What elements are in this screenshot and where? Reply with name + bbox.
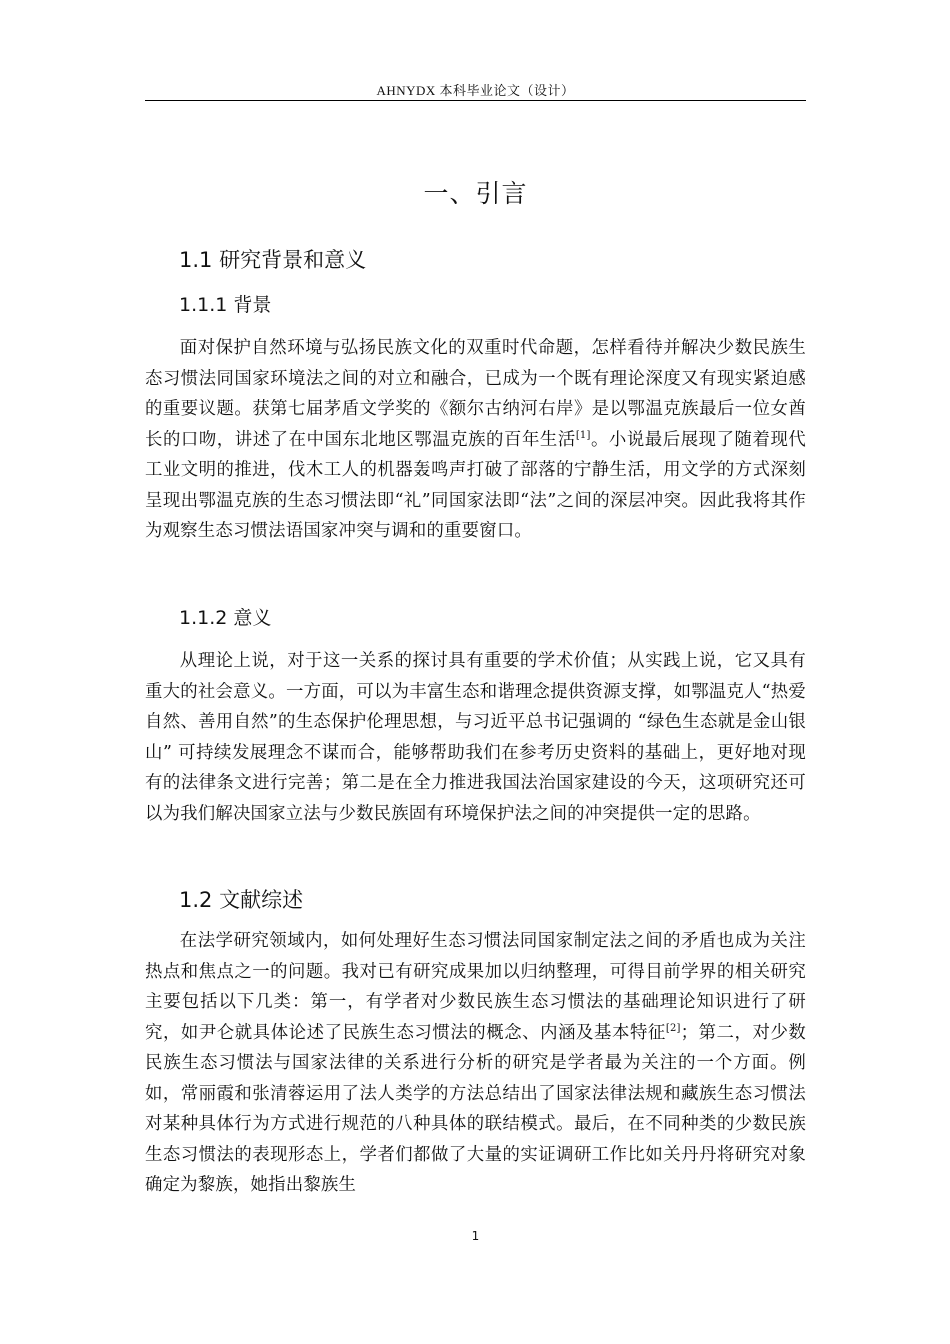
- chapter-title: 一、引言: [423, 179, 528, 208]
- paragraph-background-text-1: 面对保护自然环境与弘扬民族文化的双重时代命题，怎样看待并解决少数民族生态习惯法同国家环境法之间的对立和融合，已成为一个既有理论深度又有现实紧迫感的重要议题。获第七届茅盾文学奖的《额尔古纳河右岸》是以鄂温克族最后一位女酋长的口吻，讲述了在中国东北地区鄂温克族的百年生活: [145, 338, 806, 450]
- section-heading-1-1-2: 1.1.2 意义: [179, 607, 272, 629]
- paragraph-significance: 从理论上说，对于这一关系的探讨具有重要的学术价值；从实践上说，它又具有重大的社会意义。一方面，可以为丰富生态和谐理念提供资源支撑，如鄂温克人“热爱自然、善用自然”的生态保护伦理思想，与习近平总书记强调的 “绿色生态就是金山银山” 可持续发展理念不谋而合，能够帮助我们在参考历史资料的基础上，更好地对现有的法律条文进行完善；第二是在全力推进我国法治国家建设的今天，这项研究还可以为我们解决国家立法与少数民族固有环境保护法之间的冲突提供一定的思路。: [145, 651, 806, 824]
- section-heading-1-1: 1.1 研究背景和意义: [179, 248, 367, 272]
- citation-2: [2]: [665, 1022, 681, 1034]
- page-number: 1: [471, 1229, 480, 1243]
- section-heading-1-1-1: 1.1.1 背景: [179, 294, 272, 316]
- paragraph-literature-review: [145, 926, 806, 1201]
- paragraph-background: [145, 333, 806, 547]
- paragraph-review-text-1: 在法学研究领域内，如何处理好生态习惯法同国家制定法之间的矛盾也成为关注热点和焦点之一的问题。我对已有研究成果加以归纳整理，可得目前学界的相关研究主要包括以下几类：第一，有学者对少数民族生态习惯法的基础理论知识进行了研究，如尹仑就具体论述了民族生态习惯法的概念、内涵及基本特征: [145, 931, 806, 1043]
- paragraph-review-text-2: ；第二，对少数民族生态习惯法与国家法律的关系进行分析的研究是学者最为关注的一个方面。例如，常丽霞和张清蓉运用了法人类学的方法总结出了国家法律法规和藏族生态习惯法对某种具体行为方式进行规范的八种具体的联结模式。最后，在不同种类的少数民族生态习惯法的表现形态上，学者们都做了大量的实证调研工作比如关丹丹将研究对象确定为黎族，她指出黎族生: [145, 1022, 806, 1195]
- section-heading-1-2: 1.2 文献综述: [179, 888, 304, 912]
- header-rule: [145, 100, 806, 101]
- running-header: AHNYDX 本科毕业论文（设计）: [376, 83, 575, 98]
- citation-1: [1]: [575, 429, 591, 441]
- paragraph-background-text-2: 。小说最后展现了随着现代工业文明的推进，伐木工人的机器轰鸣声打破了部落的宁静生活，用文学的方式深刻呈现出鄂温克族的生态习惯法即“礼”同国家法即“法”之间的深层冲突。因此我将其作为观察生态习惯法语国家冲突与调和的重要窗口。: [145, 429, 807, 541]
